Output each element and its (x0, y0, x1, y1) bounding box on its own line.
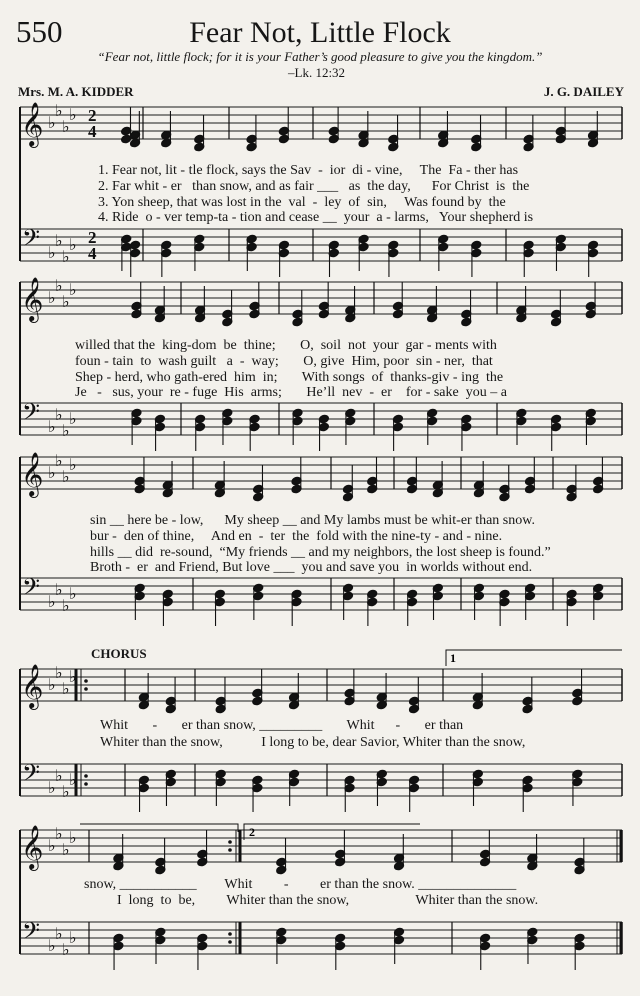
second-ending-number: 2 (249, 825, 255, 839)
flat-sign: ♭ (69, 928, 77, 947)
flat-sign: ♭ (69, 235, 77, 254)
flat-sign: ♭ (48, 113, 56, 132)
repeat-dot (84, 687, 88, 691)
bass-clef: 𝄢 (22, 398, 41, 431)
flat-sign: ♭ (62, 467, 70, 486)
repeat-dot (84, 679, 88, 683)
flat-sign: ♭ (62, 596, 70, 615)
time-signature-denominator: 4 (88, 244, 97, 263)
treble-clef: 𝄞 (21, 452, 44, 496)
flat-sign: ♭ (62, 292, 70, 311)
composer-credit: J. G. DAILEY (543, 84, 624, 99)
scripture-epigraph: “Fear not, little flock; for it is your Father’s good pleasure to give you the kingdom.” (97, 49, 543, 64)
repeat-dot (228, 940, 232, 944)
notes (113, 107, 604, 970)
verse-3-line-1: 3. Yon sheep, that was lost in the val - ley of sin, Was found by the (98, 195, 506, 210)
chorus-label: CHORUS (91, 646, 147, 661)
flat-sign: ♭ (48, 675, 56, 694)
flat-sign: ♭ (55, 101, 63, 120)
first-ending-bracket (446, 650, 622, 666)
verse-4-line-3: Broth - er and Friend, But love ___ you and save you in worlds without end. (90, 560, 533, 575)
treble-clef: 𝄞 (21, 825, 44, 869)
verse-1-line-2: willed that the king-dom be thine; O, soil not your gar - ments with (75, 338, 497, 353)
lyricist-credit: Mrs. M. A. KIDDER (18, 84, 134, 99)
flat-sign: ♭ (69, 105, 77, 124)
chorus-treble-lyric-1: Whit - er than snow, _________ Whit - er than (100, 718, 464, 733)
flat-sign: ♭ (55, 663, 63, 682)
chorus-treble-lyric-2: snow, ___________ Whit - er than the snow. ______________ (84, 877, 517, 892)
flat-sign: ♭ (55, 276, 63, 295)
flat-sign: ♭ (48, 243, 56, 262)
verse-2-line-2: foun - tain to wash guilt a - way; O, give Him, poor sin - ner, that (75, 354, 493, 369)
treble-clef: 𝄞 (21, 102, 44, 146)
flat-sign: ♭ (48, 288, 56, 307)
flat-sign: ♭ (69, 409, 77, 428)
treble-clef: 𝄞 (21, 664, 44, 708)
verse-1-line-3: sin __ here be - low, My sheep __ and My lambs must be whit-er than snow. (90, 513, 535, 528)
flat-sign: ♭ (55, 231, 63, 250)
flat-sign: ♭ (48, 417, 56, 436)
flat-sign: ♭ (62, 782, 70, 801)
flat-sign: ♭ (69, 280, 77, 299)
repeat-dot (84, 774, 88, 778)
scripture-reference: –Lk. 12:32 (288, 65, 346, 80)
verse-3-line-3: hills __ did re-sound, “My friends __ and my neighbors, the lost sheep is found.” (90, 545, 551, 560)
verse-2-line-3: bur - den of thine, And en - ter the fold with the nine-ty - and - nine. (90, 529, 503, 544)
flat-sign: ♭ (48, 592, 56, 611)
time-signature-numerator: 2 (88, 228, 97, 247)
repeat-dot (228, 848, 232, 852)
flat-sign: ♭ (62, 247, 70, 266)
repeat-dot (228, 840, 232, 844)
hymn-number: 550 (16, 14, 63, 49)
time-signature-denominator: 4 (88, 122, 97, 141)
flat-sign: ♭ (62, 117, 70, 136)
first-ending-bracket-continuation (80, 824, 238, 832)
bass-clef: 𝄢 (22, 917, 41, 950)
bass-clef: 𝄢 (22, 224, 41, 257)
flat-sign: ♭ (55, 405, 63, 424)
flat-sign: ♭ (48, 936, 56, 955)
time-signature-numerator: 2 (88, 106, 97, 125)
flat-sign: ♭ (48, 836, 56, 855)
hymn-title: Fear Not, Little Flock (189, 16, 451, 49)
verse-3-line-2: Shep - herd, who gath-ered him in; With songs of thanks-giv - ing the (75, 370, 504, 385)
flat-sign: ♭ (55, 451, 63, 470)
barlines (20, 107, 622, 954)
flat-sign: ♭ (69, 770, 77, 789)
bass-clef: 𝄢 (22, 573, 41, 606)
staff-lines (20, 107, 622, 954)
verse-4-line-1: 4. Ride o - ver temp-ta - tion and cease __ your a - larms, Your shepherd is (98, 210, 534, 225)
verse-2-line-1: 2. Far whit - er than snow, and as fair ___ as the day, For Christ is the (98, 179, 530, 194)
flat-sign: ♭ (48, 463, 56, 482)
repeat-dot (228, 932, 232, 936)
first-ending-number: 1 (450, 651, 456, 665)
treble-clef: 𝄞 (21, 277, 44, 321)
flat-sign: ♭ (48, 778, 56, 797)
verse-1-line-1: 1. Fear not, lit - tle flock, says the Sav - ior di - vine, The Fa - ther has (98, 163, 519, 178)
flat-sign: ♭ (62, 840, 70, 859)
bass-clef: 𝄢 (22, 759, 41, 792)
chorus-bass-lyric-2: I long to be, Whiter than the snow, Whiter than the snow. (117, 893, 539, 908)
chorus-bass-lyric-1: Whiter than the snow, I long to be, dear Savior, Whiter than the snow, (100, 735, 526, 750)
flat-sign: ♭ (62, 679, 70, 698)
flat-sign: ♭ (55, 766, 63, 785)
flat-sign: ♭ (69, 828, 77, 847)
flat-sign: ♭ (69, 455, 77, 474)
verse-4-line-2: Je - sus, your re - fuge His arms; He’ll nev - er for - sake you – a (75, 385, 507, 400)
flat-sign: ♭ (55, 924, 63, 943)
flat-sign: ♭ (55, 580, 63, 599)
flat-sign: ♭ (69, 584, 77, 603)
flat-sign: ♭ (69, 667, 77, 686)
flat-sign: ♭ (62, 940, 70, 959)
flat-sign: ♭ (62, 421, 70, 440)
flat-sign: ♭ (55, 824, 63, 843)
repeat-dot (84, 782, 88, 786)
